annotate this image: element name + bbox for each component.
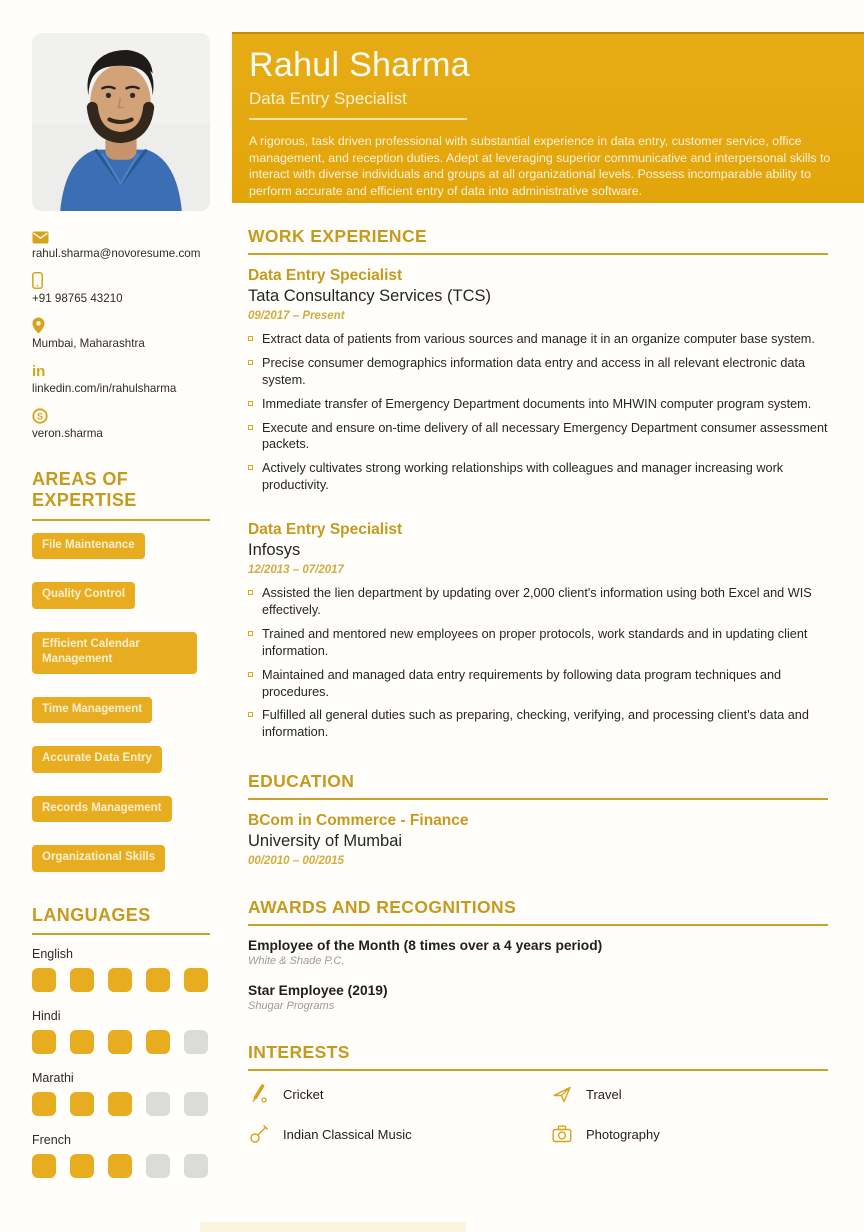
level-square [70,1030,94,1054]
bullet-text: Trained and mentored new employees on proper protocols, work standards and in updating client information. [262,626,808,658]
level-square [184,968,208,992]
languages-heading: LANGUAGES [32,905,210,936]
portrait-illustration [32,33,210,211]
interest-grid [248,1083,828,1145]
bullet-item [248,331,828,348]
job-title: Data Entry Specialist [249,89,407,108]
language-level [32,1092,210,1116]
bullet-text: Actively cultivates strong working relationships with colleagues and manager increasing work productivity. [262,461,784,493]
bullet-text: Assisted the lien department by updating over 2,000 client's information using both Excel and WIS effectively. [262,586,812,618]
company-name: Infosys [248,541,301,560]
bullet-marker [248,672,253,677]
linkedin-icon [32,362,210,379]
level-square [108,1030,132,1054]
language-level [32,1154,210,1178]
language-name: Marathi [32,1071,74,1086]
work-experience-heading: WORK EXPERIENCE [248,226,828,255]
phone-icon [32,272,210,289]
level-square [184,1092,208,1116]
bullet-item [248,626,828,660]
music-icon [248,1123,270,1145]
level-square [32,968,56,992]
level-square [70,1154,94,1178]
level-square [146,1092,170,1116]
language-item [32,947,210,992]
skype-icon [32,407,210,424]
level-square [32,1154,56,1178]
level-square [32,1092,56,1116]
job-entry [248,267,828,494]
expertise-tag: File Maintenance [32,533,145,560]
bullet-item [248,355,828,389]
language-list [32,947,210,1178]
contact-section [32,227,210,441]
bullet-item [248,585,828,619]
job-bullets [248,585,828,741]
expertise-heading: AREAS OF EXPERTISE [32,469,210,521]
level-square [32,1030,56,1054]
bullet-text: Execute and ensure on-time delivery of all necessary Emergency Department consumer assessment packets. [262,420,828,452]
expertise-tag: Organizational Skills [32,845,165,872]
job-bullets [248,331,828,494]
language-name: English [32,947,73,962]
level-square [108,1092,132,1116]
bullet-marker [248,465,253,470]
bullet-item [248,707,828,741]
contact-text: veron.sharma [32,426,103,440]
expertise-tag: Records Management [32,796,172,823]
award-title: Employee of the Month (8 times over a 4 years period) [248,938,603,954]
footer-accent-strip [200,1222,466,1232]
language-item [32,1071,210,1116]
job-dates: 12/2013 – 07/2017 [248,564,344,577]
level-square [146,968,170,992]
contact-item [32,362,210,396]
interest-label: Cricket [283,1086,324,1102]
title-underline [249,118,467,120]
bullet-marker [248,631,253,636]
bullet-marker [248,401,253,406]
awards-heading: AWARDS AND RECOGNITIONS [248,897,828,926]
job-entry [248,521,828,741]
bullet-marker [248,360,253,365]
job-title: Data Entry Specialist [248,521,403,539]
level-square [108,968,132,992]
job-dates: 09/2017 – Present [248,310,345,322]
svg-text:in: in [32,362,46,379]
education-dates: 00/2010 – 00/2015 [248,855,344,868]
contact-text: linkedin.com/in/rahulsharma [32,381,177,395]
header-banner [232,32,864,203]
profile-summary: A rigorous, task driven professional with substantial experience in data entry, customer service, office management, and reception duties. Adept at leveraging superior communicative and interpersonal skills to interact with diverse individuals and groups at all organizational levels. Possess incomparable ability to perform accurate and efficient entry of data into administrative software. [249,134,831,198]
level-square [184,1154,208,1178]
expertise-tag: Time Management [32,697,152,724]
level-square [108,1154,132,1178]
education-section [248,771,828,867]
bullet-text: Precise consumer demographics information data entry and access in all relevant electronic data system. [262,355,806,387]
contact-text: Mumbai, Maharashtra [32,336,145,350]
level-square [70,1092,94,1116]
award-list [248,938,828,1012]
level-square [70,968,94,992]
language-name: Hindi [32,1009,61,1024]
award-entry [248,938,828,967]
level-square [146,1030,170,1054]
interest-label: Indian Classical Music [283,1126,412,1142]
interest-item [551,1123,828,1145]
bullet-marker [248,425,253,430]
company-name: Tata Consultancy Services (TCS) [248,287,491,305]
degree-title: BCom in Commerce - Finance [248,812,469,830]
job-title: Data Entry Specialist [248,267,403,284]
contact-item [32,407,210,441]
award-organization: Shugar Programs [248,1000,335,1013]
interests-heading: INTERESTS [248,1042,828,1071]
award-title: Star Employee (2019) [248,983,388,999]
bullet-marker [248,336,253,341]
bullet-item [248,420,828,454]
interests-section [248,1042,828,1145]
level-square [146,1154,170,1178]
contact-text: +91 98765 43210 [32,291,123,305]
awards-section [248,897,828,1012]
email-icon [32,227,210,244]
bullet-text: Extract data of patients from various sources and manage it in an organize computer base system. [262,332,815,346]
language-item [32,1133,210,1178]
interest-item [551,1083,828,1105]
person-name: Rahul Sharma [249,46,470,84]
bullet-marker [248,712,253,717]
award-organization: White & Shade P.C. [248,955,345,968]
svg-text:S: S [36,411,44,422]
interest-item [248,1123,551,1145]
contact-text: rahul.sharma@novoresume.com [32,247,201,260]
contact-item [32,317,210,351]
bullet-item [248,667,828,701]
main-column [248,226,828,1175]
language-item [32,1009,210,1054]
language-level [32,968,210,992]
profile-photo [32,33,210,211]
award-entry [248,983,828,1012]
level-square [184,1030,208,1054]
travel-icon [551,1083,573,1105]
school-name: University of Mumbai [248,832,403,851]
bullet-text: Fulfilled all general duties such as preparing, checking, verifying, and processing client's data and information. [262,708,809,740]
education-heading: EDUCATION [248,771,828,800]
location-icon [32,317,210,334]
bullet-marker [248,590,253,595]
language-name: French [32,1133,71,1148]
bullet-text: Immediate transfer of Emergency Department documents into MHWIN computer program system. [262,396,812,411]
photography-icon [551,1123,573,1145]
work-experience-section [248,226,828,741]
language-level [32,1030,210,1054]
expertise-tags [32,533,210,895]
interest-label: Photography [586,1126,660,1142]
interest-label: Travel [586,1086,622,1102]
contact-item [32,272,210,306]
expertise-tag: Quality Control [32,582,135,609]
expertise-section [32,469,210,895]
languages-section [32,905,210,1179]
interest-item [248,1083,551,1105]
job-list [248,267,828,741]
bullet-item [248,460,828,494]
expertise-tag: Accurate Data Entry [32,746,162,773]
contact-item [32,227,210,261]
bullet-text: Maintained and managed data entry requirements by following data program techniques and procedures. [262,667,782,699]
sidebar [32,33,210,1195]
cricket-icon [248,1083,270,1105]
expertise-tag: Efficient Calendar Management [32,632,197,674]
bullet-item [248,396,828,413]
